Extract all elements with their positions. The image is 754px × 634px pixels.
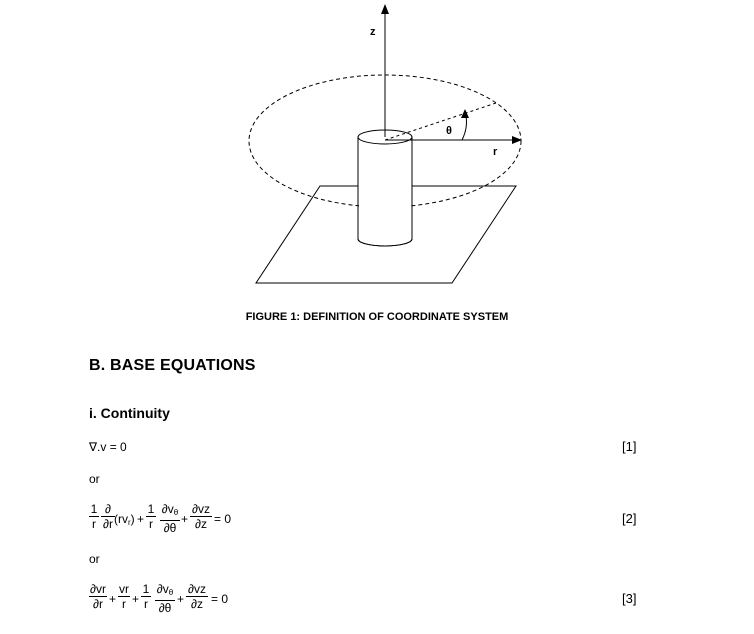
eq3-frac-vr-r: $\frac{vr}{r}$ — [119, 582, 129, 611]
or-connector-2: or — [89, 552, 100, 566]
eq3-frac-dvtheta-dtheta: $\frac{\partial v_\theta}{\partial\theta}$ — [156, 582, 174, 615]
or-connector-1: or — [89, 472, 100, 486]
equation-number-2: [2] — [622, 511, 637, 526]
eq3-frac-dvz-dz: $\frac{\partial vz}{\partial z}$ — [186, 583, 208, 610]
equation-number-3: [3] — [622, 591, 637, 606]
subsection-title: i. Continuity — [89, 405, 170, 421]
eq3-plus-2: + — [132, 592, 140, 606]
z-arrow-head — [381, 4, 389, 14]
eq2-frac-dvz-dz: $\frac{\partial vz}{\partial z}$ — [190, 503, 212, 530]
eq3-frac-1-over-r: $\frac{1}{r}$ — [142, 582, 150, 611]
eq2-plus-1: + — [137, 512, 145, 526]
cylinder-bottom — [358, 239, 412, 246]
eq2-equals-zero: = 0 — [214, 512, 232, 526]
eq2-frac-dvtheta-dtheta: $\frac{\partial v_\theta}{\partial\theta}$ — [161, 502, 179, 535]
r-label: r — [493, 146, 498, 158]
equation-number-1: [1] — [622, 439, 637, 454]
theta-arc — [462, 116, 467, 140]
eq3-equals-zero: = 0 — [211, 592, 229, 606]
eq3-frac-dvr-dr: $\frac{\partial vr}{\partial r}$ — [90, 582, 106, 611]
theta-arrow-head — [461, 109, 469, 118]
coordinate-system-figure — [0, 0, 754, 300]
eq3-plus-3: + — [177, 592, 185, 606]
theta-label: θ — [446, 125, 452, 137]
eq2-frac-1-over-r-b: $\frac{1}{r}$ — [147, 502, 155, 531]
eq2-frac-d-dr: ∂ ∂r — [101, 503, 115, 530]
eq2-frac-1-over-r: $\frac{1}{r}$ — [90, 502, 98, 531]
eq2-rvr: $(rv_r)$ — [114, 512, 135, 527]
figure-caption: FIGURE 1: DEFINITION OF COORDINATE SYSTEM — [245, 311, 509, 323]
eq2-plus-2: + — [181, 512, 189, 526]
section-title: B. BASE EQUATIONS — [89, 357, 256, 374]
z-label: z — [370, 26, 376, 38]
eq3-plus-1: + — [109, 592, 117, 606]
equation-1: ∇.v = 0 — [89, 440, 127, 454]
